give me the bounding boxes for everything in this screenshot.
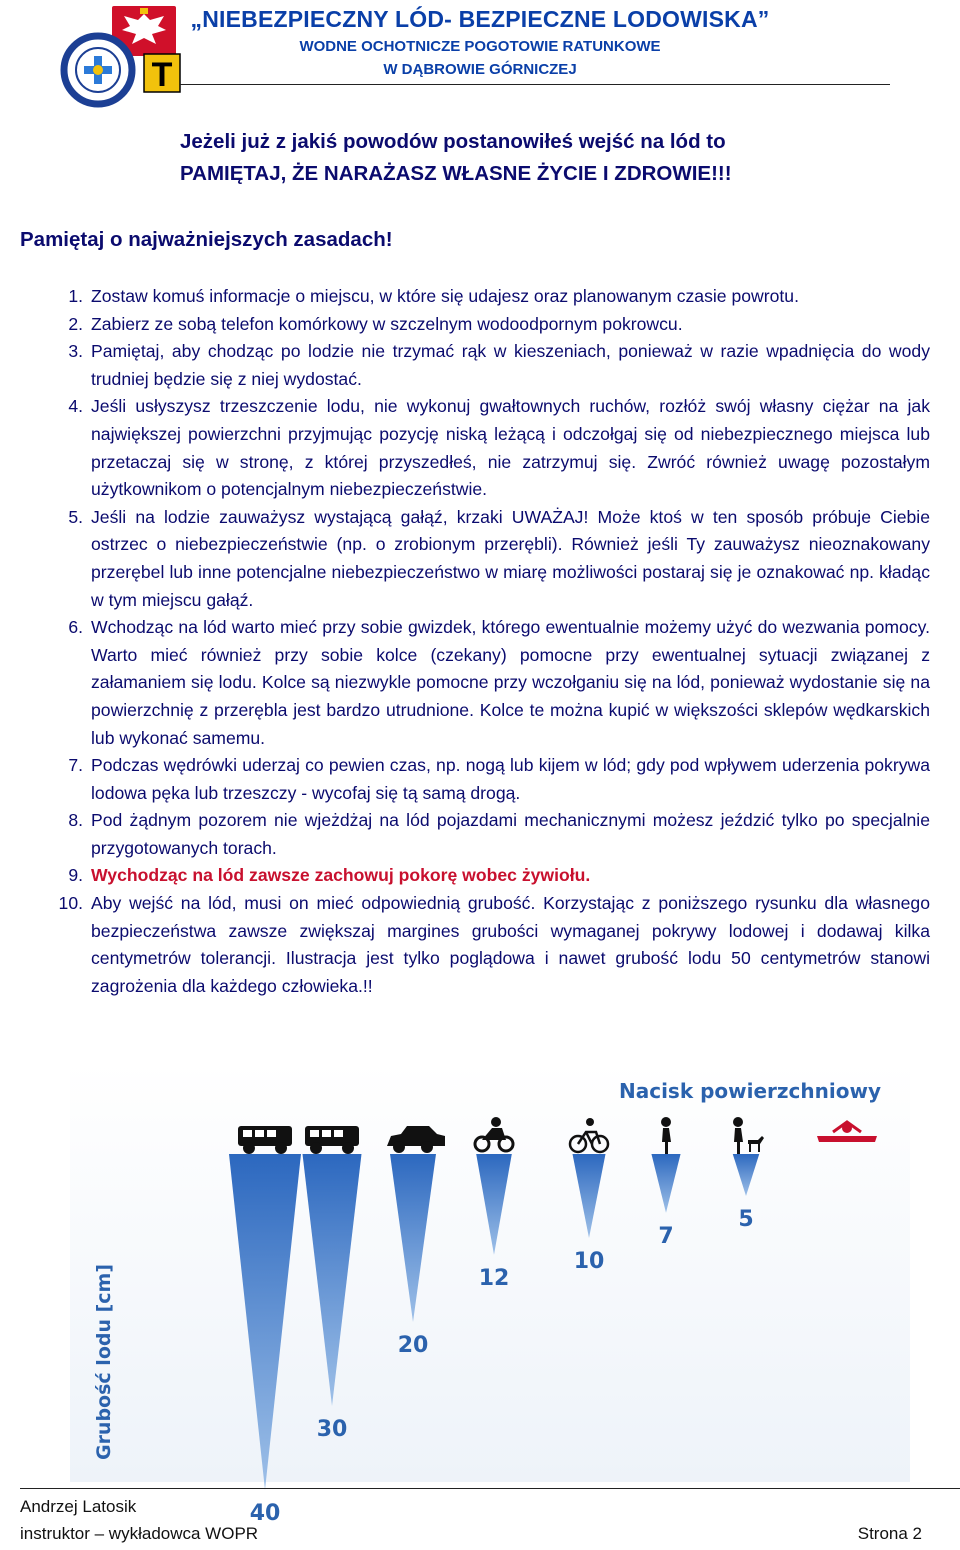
ice-thickness-label: 20	[397, 1333, 429, 1358]
rule-number: 9.	[68, 865, 83, 886]
rule-text: Pamiętaj, aby chodząc po lodzie nie trzymać rąk w kieszeniach, ponieważ w razie wpadnięcia do wody trudniej będzie się z niej wydostać.	[91, 341, 930, 389]
rule-text: Wychodząc na lód zawsze zachowuj pokorę wobec żywiołu.	[91, 865, 591, 886]
organization-name: WODNE OCHOTNICZE POGOTOWIE RATUNKOWE	[299, 38, 661, 55]
rule-number: 1.	[68, 286, 83, 306]
rule-item	[20, 338, 930, 393]
ice-thickness-label: 5	[738, 1207, 754, 1232]
figure-title: Nacisk powierzchniowy	[618, 1079, 882, 1103]
rules-list	[20, 283, 930, 1000]
svg-text:T: T	[151, 56, 173, 94]
rule-text: Wchodząc na lód warto mieć przy sobie gwizdek, którego ewentualnie możemy użyć do wezwania pomocy. Warto mieć również przy sobie kolce (czekany) pomocne przy ewentualnej sytuacji związanej z załamaniem się lodu. Kolce są niezwykle pomocne przy wczołganiu się na lód, ponieważ wydostanie się na powierzchnię z przerębla jest bardzo utrudnione. Kolce te można kupić w większości sklepów wędkarskich lub wykonać samemu.	[91, 617, 930, 748]
ice-thickness-label: 7	[658, 1223, 674, 1249]
footer-author: Andrzej Latosik	[20, 1497, 137, 1516]
footer-page-number: Strona 2	[857, 1524, 922, 1543]
organization-city: W DĄBROWIE GÓRNICZEJ	[383, 61, 577, 78]
rule-text: Aby wejść na lód, musi on mieć odpowiednią grubość. Korzystając z poniższego rysunku dla własnego bezpieczeństwa zawsze zwiększaj margines grubości wymaganej pokrywy lodowej i dodawaj kilka centymetrów tolerancji. Ilustracja jest tylko poglądowa i nawet grubość lodu 50 centymetrów stanowi zagrożenia dla każdego człowieka.!!	[91, 893, 930, 996]
rule-text: Zabierz ze sobą telefon komórkowy w szczelnym wodoodpornym pokrowcu.	[91, 313, 683, 334]
ice-thickness-label: 12	[478, 1265, 510, 1291]
rule-number: 5.	[68, 506, 83, 527]
rule-text: Jeśli usłyszysz trzeszczenie lodu, nie wykonuj gwałtownych ruchów, rozłóż swój własny ciężar na jak największej powierzchni przyjmując pozycję niską leżącą i odczołgaj się od niebezpiecznego miejsca lub przetaczaj się w stronę, z której przyszedłeś, nie zatrzymuj się. Zwróć również uwagę pozostałym użytkownikom o potencjalnym niebezpieczeństwie.	[91, 396, 930, 500]
rule-text: Pod żądnym pozorem nie wjeżdżaj na lód pojazdami mechanicznymi możesz jeździć tylko po specjalnie przygotowanych torach.	[91, 810, 930, 858]
header-divider	[180, 84, 890, 85]
figure-y-label: Grubość lodu [cm]	[93, 1263, 115, 1461]
ice-thickness-label: 30	[316, 1417, 348, 1442]
rule-item	[20, 862, 930, 890]
rule-number: 7.	[68, 755, 83, 776]
rule-number: 8.	[68, 810, 83, 831]
rule-item	[20, 752, 930, 807]
footer-divider	[20, 1488, 960, 1489]
warning-line-2: PAMIĘTAJ, ŻE NARAŻASZ WŁASNE ŻYCIE I ZDROWIE!!!	[180, 162, 732, 185]
rules-heading: Pamiętaj o najważniejszych zasadach!	[20, 228, 393, 251]
rule-item	[20, 283, 930, 311]
rule-item	[20, 614, 930, 752]
document-title: „NIEBEZPIECZNY LÓD- BEZPIECZNE LODOWISKA”	[190, 6, 770, 32]
rule-item	[20, 890, 930, 1000]
rule-number: 3.	[68, 341, 83, 362]
rule-text: Podczas wędrówki uderzaj co pewien czas, np. nogą lub kijem w lód; gdy pod wpływem uderzenia pokrywa lodowa pęka lub trzeszczy - wycofaj się tą samą drogą.	[91, 755, 930, 803]
warning-line-1: Jeżeli już z jakiś powodów postanowiłeś wejść na lód to	[180, 130, 726, 153]
rule-number: 2.	[68, 313, 83, 334]
logos	[58, 4, 188, 110]
ice-thickness-label: 40	[249, 1501, 281, 1526]
rule-item	[20, 807, 930, 862]
t-logo-icon	[144, 54, 180, 94]
rule-number: 10.	[58, 893, 83, 914]
rule-number: 6.	[68, 617, 83, 638]
rule-item	[20, 393, 930, 503]
ice-thickness-label: 10	[573, 1249, 605, 1274]
rule-item	[20, 311, 930, 339]
rule-text: Zostaw komuś informacje o miejscu, w które się udajesz oraz planowanym czasie powrotu.	[91, 286, 799, 306]
footer-role: instruktor – wykładowca WOPR	[20, 1524, 259, 1543]
wopr-badge-icon	[64, 36, 132, 104]
rule-text: Jeśli na lodzie zauważysz wystającą gałąź, krzaki UWAŻAJ! Może ktoś w ten sposób próbuje Ciebie ostrzec o niebezpieczeństwie (np. o zrobionym przerębli). Również jeśli Ty zauważysz nieoznakowany przerębel lub inne potencjalne niebezpieczeństwo w miarę możliwości postaraj się je oznakować np. kładąc w tym miejscu gałąź.	[91, 506, 930, 610]
rule-item	[20, 504, 930, 614]
rule-number: 4.	[68, 396, 83, 417]
